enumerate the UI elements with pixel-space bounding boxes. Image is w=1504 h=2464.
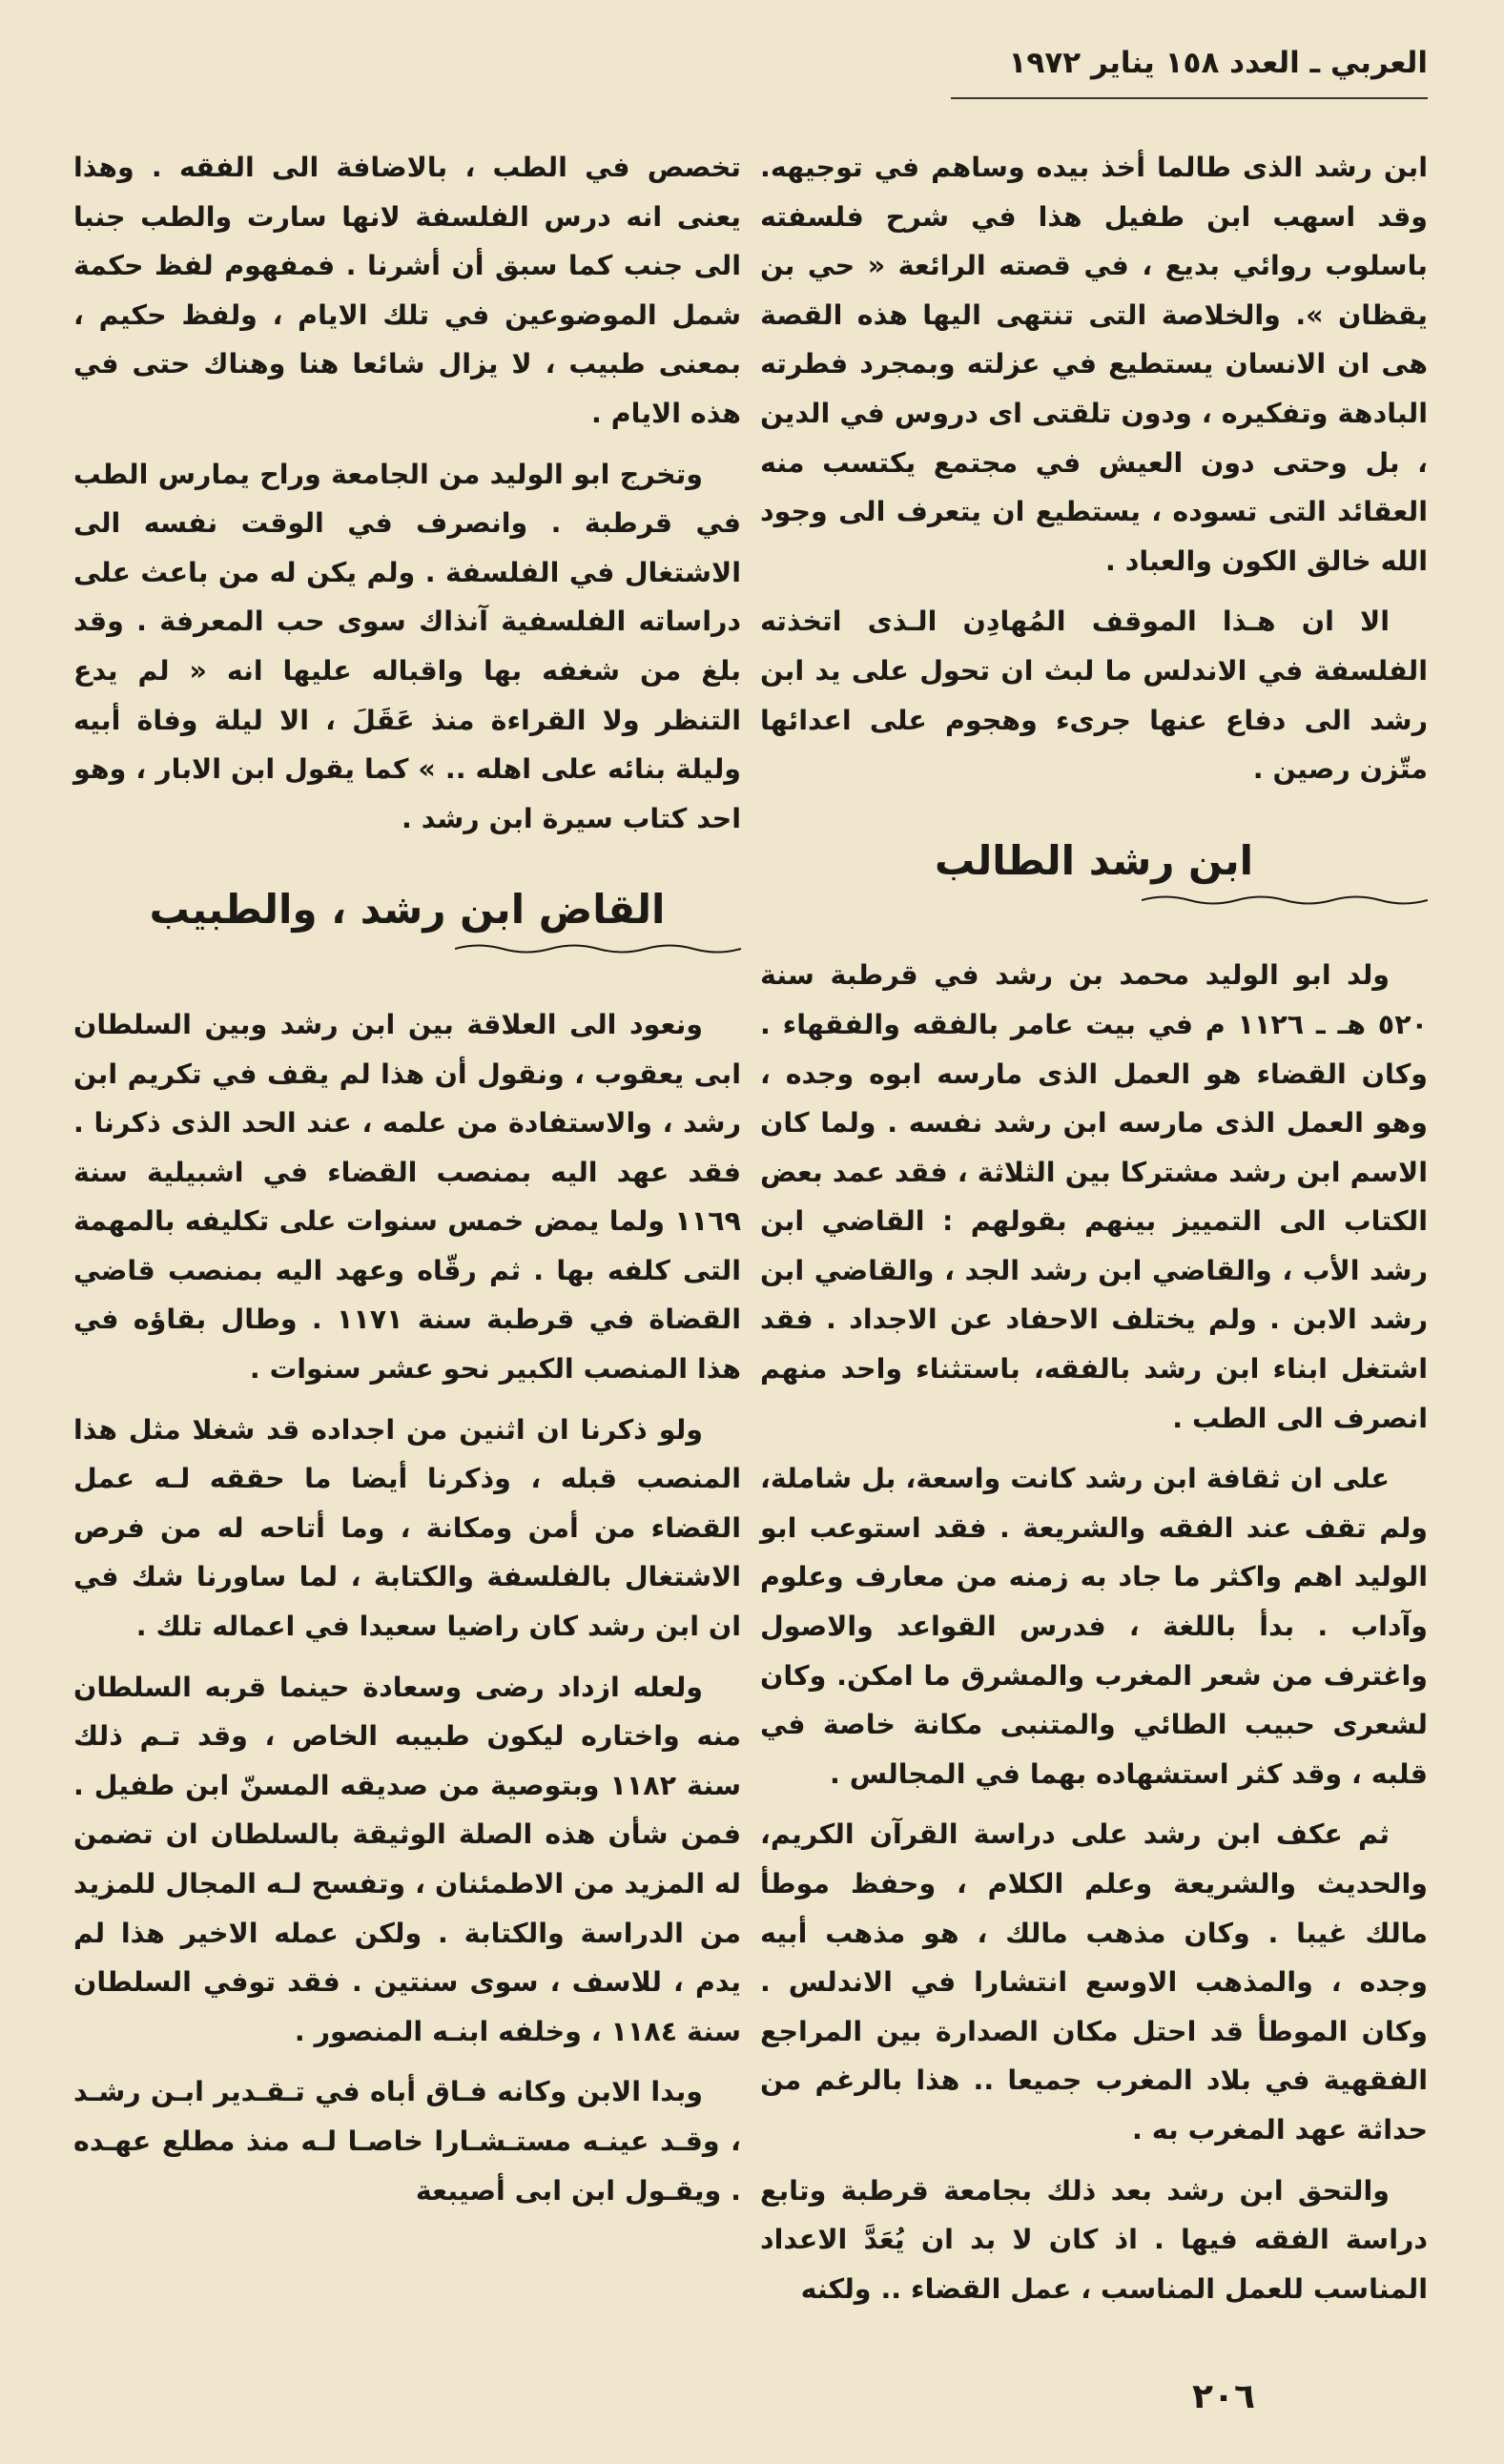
paragraph: ابن رشد الذى طالما أخذ بيده وساهم في توجيهه. وقد اسهب ابن طفيل هذا في شرح فلسفته باسلوب روائي بديع ، في قصته الرائعة « حي بن يقظان ». والخلاصة التى تنتهى اليها هذه القصة هى ان الانسان يستطيع في عزلته وبمجرد فطرته البادهة وتفكيره ، ودون تلقتى اى دروس في الدين ، بل وحتى دون العيش في مجتمع يكتسب منه العقائد التى تسوده ، يستطيع ان يتعرف الى وجود الله خالق الكون والعباد . xyxy=(760,152,1428,577)
paragraph: ولو ذكرنا ان اثنين من اجداده قد شغلا مثل هذا المنصب قبله ، وذكرنا أيضا ما حققه لـه عمل القضاء من أمن ومكانة ، وما أتاحه له من فرص الاشتغال بالفلسفة والكتابة ، لما ساورنا شك في ان ابن رشد كان راضيا سعيدا في اعماله تلك . xyxy=(73,1413,741,1643)
left-column xyxy=(73,143,741,2227)
paragraph: وتخرج ابو الوليد من الجامعة وراح يمارس الطب في قرطبة . وانصرف في الوقت نفسه الى الاشتغال في الفلسفة . ولم يكن له من باعث على دراساته الفلسفية آنذاك سوى حب المعرفة . وقد بلغ من شغفه بها واقباله عليها انه « لم يدع التنظر ولا القراءة منذ عَقَلَ ، الا ليلة وفاة أبيه وليلة بنائه على اهله .. » كما يقول ابن الابار ، وهو احد كتاب سيرة ابن رشد . xyxy=(73,458,741,834)
paragraph: والتحق ابن رشد بعد ذلك بجامعة قرطبة وتابع دراسة الفقه فيها . اذ كان لا بد ان يُعَدَّ الاعداد المناسب للعمل المناسب ، عمل القضاء .. ولكنه xyxy=(760,2174,1428,2305)
right-column xyxy=(760,143,1428,2325)
paragraph: وبدا الابن وكانه فـاق أباه في تـقـدير ابـن رشـد ، وقـد عينـه مستـشـارا خاصـا لـه منذ مطلع عهـده . ويقـول ابن ابى أصيبعة xyxy=(73,2076,741,2207)
heading-underline xyxy=(1142,893,1428,907)
paragraph: ونعود الى العلاقة بين ابن رشد وبين السلطان ابى يعقوب ، ونقول أن هذا لم يقف في تكريم ابن رشد ، والاستفادة من علمه ، عند الحد الذى ذكرنا . فقد عهد اليه بمنصب القضاء في اشبيلية سنة ١١٦٩ ولما يمض خمس سنوات على تكليفه بالمهمة التى كلفه بها . ثم رقّاه وعهد اليه بمنصب قاضي القضاة في قرطبة سنة ١١٧١ . وطال بقاؤه في هذا المنصب الكبير نحو عشر سنوات . xyxy=(73,1008,741,1386)
running-header: العربي ـ العدد ١٥٨ يناير ١٩٧٢ xyxy=(1008,46,1428,80)
page-number: ٢٠٦ xyxy=(1192,2377,1255,2416)
paragraph: ثم عكف ابن رشد على دراسة القرآن الكريم، والحديث والشريعة وعلم الكلام ، وحفظ موطأ مالك غيبا . وكان مذهب مالك ، هو مذهب أبيه وجده ، والمذهب الاوسع انتشارا في الاندلس . وكان الموطأ قد احتل مكان الصدارة بين المراجع الفقهية في بلاد المغرب جميعا .. هذا بالرغم من حداثة عهد المغرب به . xyxy=(760,1818,1428,2146)
paragraph: تخصص في الطب ، بالاضافة الى الفقه . وهذا يعنى انه درس الفلسفة لانها سارت والطب جنبا الى جنب كما سبق أن أشرنا . فمفهوم لفظ حكمة شمل الموضوعين في تلك الايام ، ولفظ حكيم ، بمعنى طبيب ، لا يزال شائعا هنا وهناك حتى في هذه الايام . xyxy=(73,152,741,429)
heading-underline xyxy=(455,942,741,955)
section-heading: ابن رشد الطالب xyxy=(934,836,1254,884)
section-heading: القاض ابن رشد ، والطبيب xyxy=(149,886,666,934)
paragraph: على ان ثقافة ابن رشد كانت واسعة، بل شاملة، ولم تقف عند الفقه والشريعة . فقد استوعب ابو الوليد اهم واكثر ما جاد به زمنه من معارف وعلوم وآداب . بدأ باللغة ، فدرس القواعد والاصول واغترف من شعر المغرب والمشرق ما امكن. وكان لشعرى حبيب الطائي والمتنبى مكانة خاصة في قلبه ، وقد كثر استشهاده بهما في المجالس . xyxy=(760,1463,1428,1790)
paragraph: ولد ابو الوليد محمد بن رشد في قرطبة سنة ٥٢٠ هـ ـ ١١٢٦ م في بيت عامر بالفقه والفقهاء . وكان القضاء هو العمل الذى مارسه ابوه وجده ، وهو العمل الذى مارسه ابن رشد نفسه . ولما كان الاسم ابن رشد مشتركا بين الثلاثة ، فقد عمد بعض الكتاب الى التمييز بينهم بقولهم : القاضي ابن رشد الأب ، والقاضي ابن رشد الجد ، والقاضي ابن رشد الابن . ولم يختلف الاحفاد عن الاجداد . فقد اشتغل ابناء ابن رشد بالفقه، باستثناء واحد منهم انصرف الى الطب . xyxy=(760,959,1428,1434)
paragraph: ولعله ازداد رضى وسعادة حينما قربه السلطان منه واختاره ليكون طبيبه الخاص ، وقد تـم ذلك سنة ١١٨٢ وبتوصية من صديقه المسنّ ابن طفيل . فمن شأن هذه الصلة الوثيقة بالسلطان ان تضمن له المزيد من الاطمئنان ، وتفسح لـه المجال للمزيد من الدراسة والكتابة . ولكن عمله الاخير هذا لم يدم ، للاسف ، سوى سنتين . فقد توفي السلطان سنة ١١٨٤ ، وخلفه ابنـه المنصور . xyxy=(73,1671,741,2047)
paragraph: الا ان هـذا الموقف المُهادِن الـذى اتخذته الفلسفة في الاندلس ما لبث ان تحول على يد ابن رشد الى دفاع عنها جرىء وهجوم على اعدائها متّزن رصين . xyxy=(760,606,1428,786)
header-rule xyxy=(951,97,1428,99)
